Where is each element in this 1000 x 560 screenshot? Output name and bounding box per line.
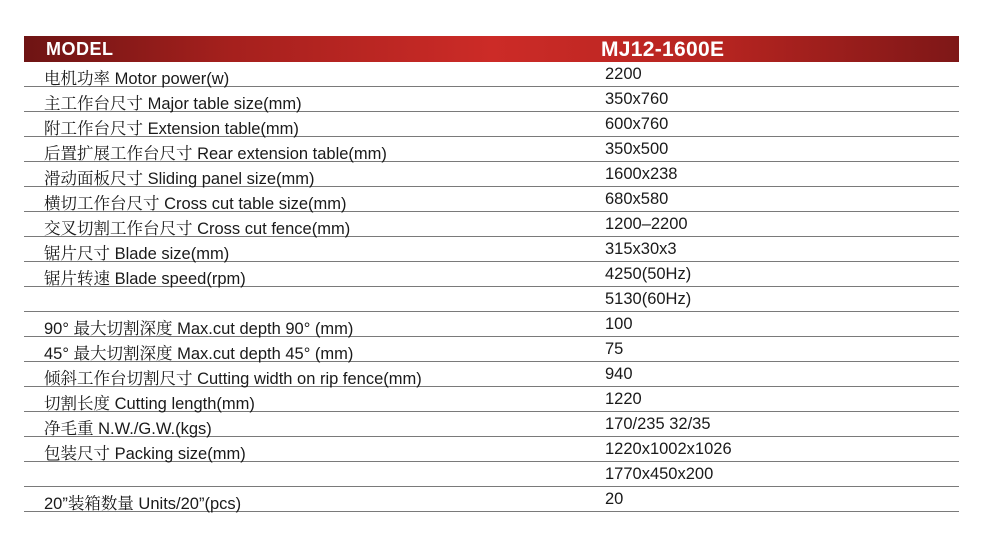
table-row [24, 362, 959, 387]
table-row [24, 137, 959, 162]
spec-label: 滑动面板尺寸 Sliding panel size(mm) [44, 170, 315, 188]
spec-value: 1600x238 [605, 165, 678, 183]
spec-label: 锯片转速 Blade speed(rpm) [44, 270, 246, 288]
spec-value: 20 [605, 490, 624, 508]
spec-label: 交叉切割工作台尺寸 Cross cut fence(mm) [44, 220, 351, 238]
spec-label: 电机功率 Motor power(w) [44, 70, 230, 88]
spec-value: 5130(60Hz) [605, 290, 692, 308]
table-row [24, 337, 959, 362]
spec-label: 切割长度 Cutting length(mm) [44, 395, 255, 413]
spec-label: 后置扩展工作台尺寸 Rear extension table(mm) [44, 145, 387, 163]
table-header [24, 36, 959, 62]
table-row [24, 387, 959, 412]
table-row [24, 187, 959, 212]
table-row [24, 237, 959, 262]
spec-label: 包装尺寸 Packing size(mm) [44, 445, 246, 463]
spec-value: 1220 [605, 390, 642, 408]
table-row [24, 262, 959, 287]
table-row [24, 87, 959, 112]
spec-value: 100 [605, 315, 633, 333]
spec-value: 2200 [605, 65, 642, 83]
spec-label: 锯片尺寸 Blade size(mm) [44, 245, 230, 263]
spec-value: 600x760 [605, 115, 669, 133]
table-row [24, 62, 959, 87]
spec-value: 940 [605, 365, 633, 383]
table-row [24, 112, 959, 137]
model-header-label: MODEL [46, 39, 114, 59]
table-row [24, 162, 959, 187]
spec-label: 净毛重 N.W./G.W.(kgs) [44, 420, 212, 438]
spec-label: 90° 最大切割深度 Max.cut depth 90° (mm) [44, 320, 354, 338]
spec-value: 350x500 [605, 140, 669, 158]
model-number: MJ12-1600E [601, 38, 725, 61]
spec-value: 1770x450x200 [605, 465, 714, 483]
spec-value: 315x30x3 [605, 240, 677, 258]
table-row [24, 212, 959, 237]
table-row [24, 487, 959, 512]
spec-label: 20”装箱数量 Units/20”(pcs) [44, 495, 242, 513]
table-row [24, 462, 959, 487]
spec-rows [24, 62, 959, 512]
table-row [24, 287, 959, 312]
table-row [24, 437, 959, 462]
spec-label: 45° 最大切割深度 Max.cut depth 45° (mm) [44, 345, 354, 363]
table-row [24, 412, 959, 437]
spec-label: 横切工作台尺寸 Cross cut table size(mm) [44, 195, 347, 213]
spec-label: 主工作台尺寸 Major table size(mm) [44, 95, 302, 113]
spec-label: 附工作台尺寸 Extension table(mm) [44, 120, 299, 138]
table-row [24, 312, 959, 337]
spec-value: 75 [605, 340, 624, 358]
spec-value: 1220x1002x1026 [605, 440, 732, 458]
spec-label: 倾斜工作台切割尺寸 Cutting width on rip fence(mm) [44, 370, 422, 388]
spec-table [24, 36, 959, 512]
spec-value: 4250(50Hz) [605, 265, 692, 283]
spec-value: 680x580 [605, 190, 669, 208]
spec-value: 1200–2200 [605, 215, 688, 233]
spec-value: 350x760 [605, 90, 669, 108]
spec-value: 170/235 32/35 [605, 415, 711, 433]
